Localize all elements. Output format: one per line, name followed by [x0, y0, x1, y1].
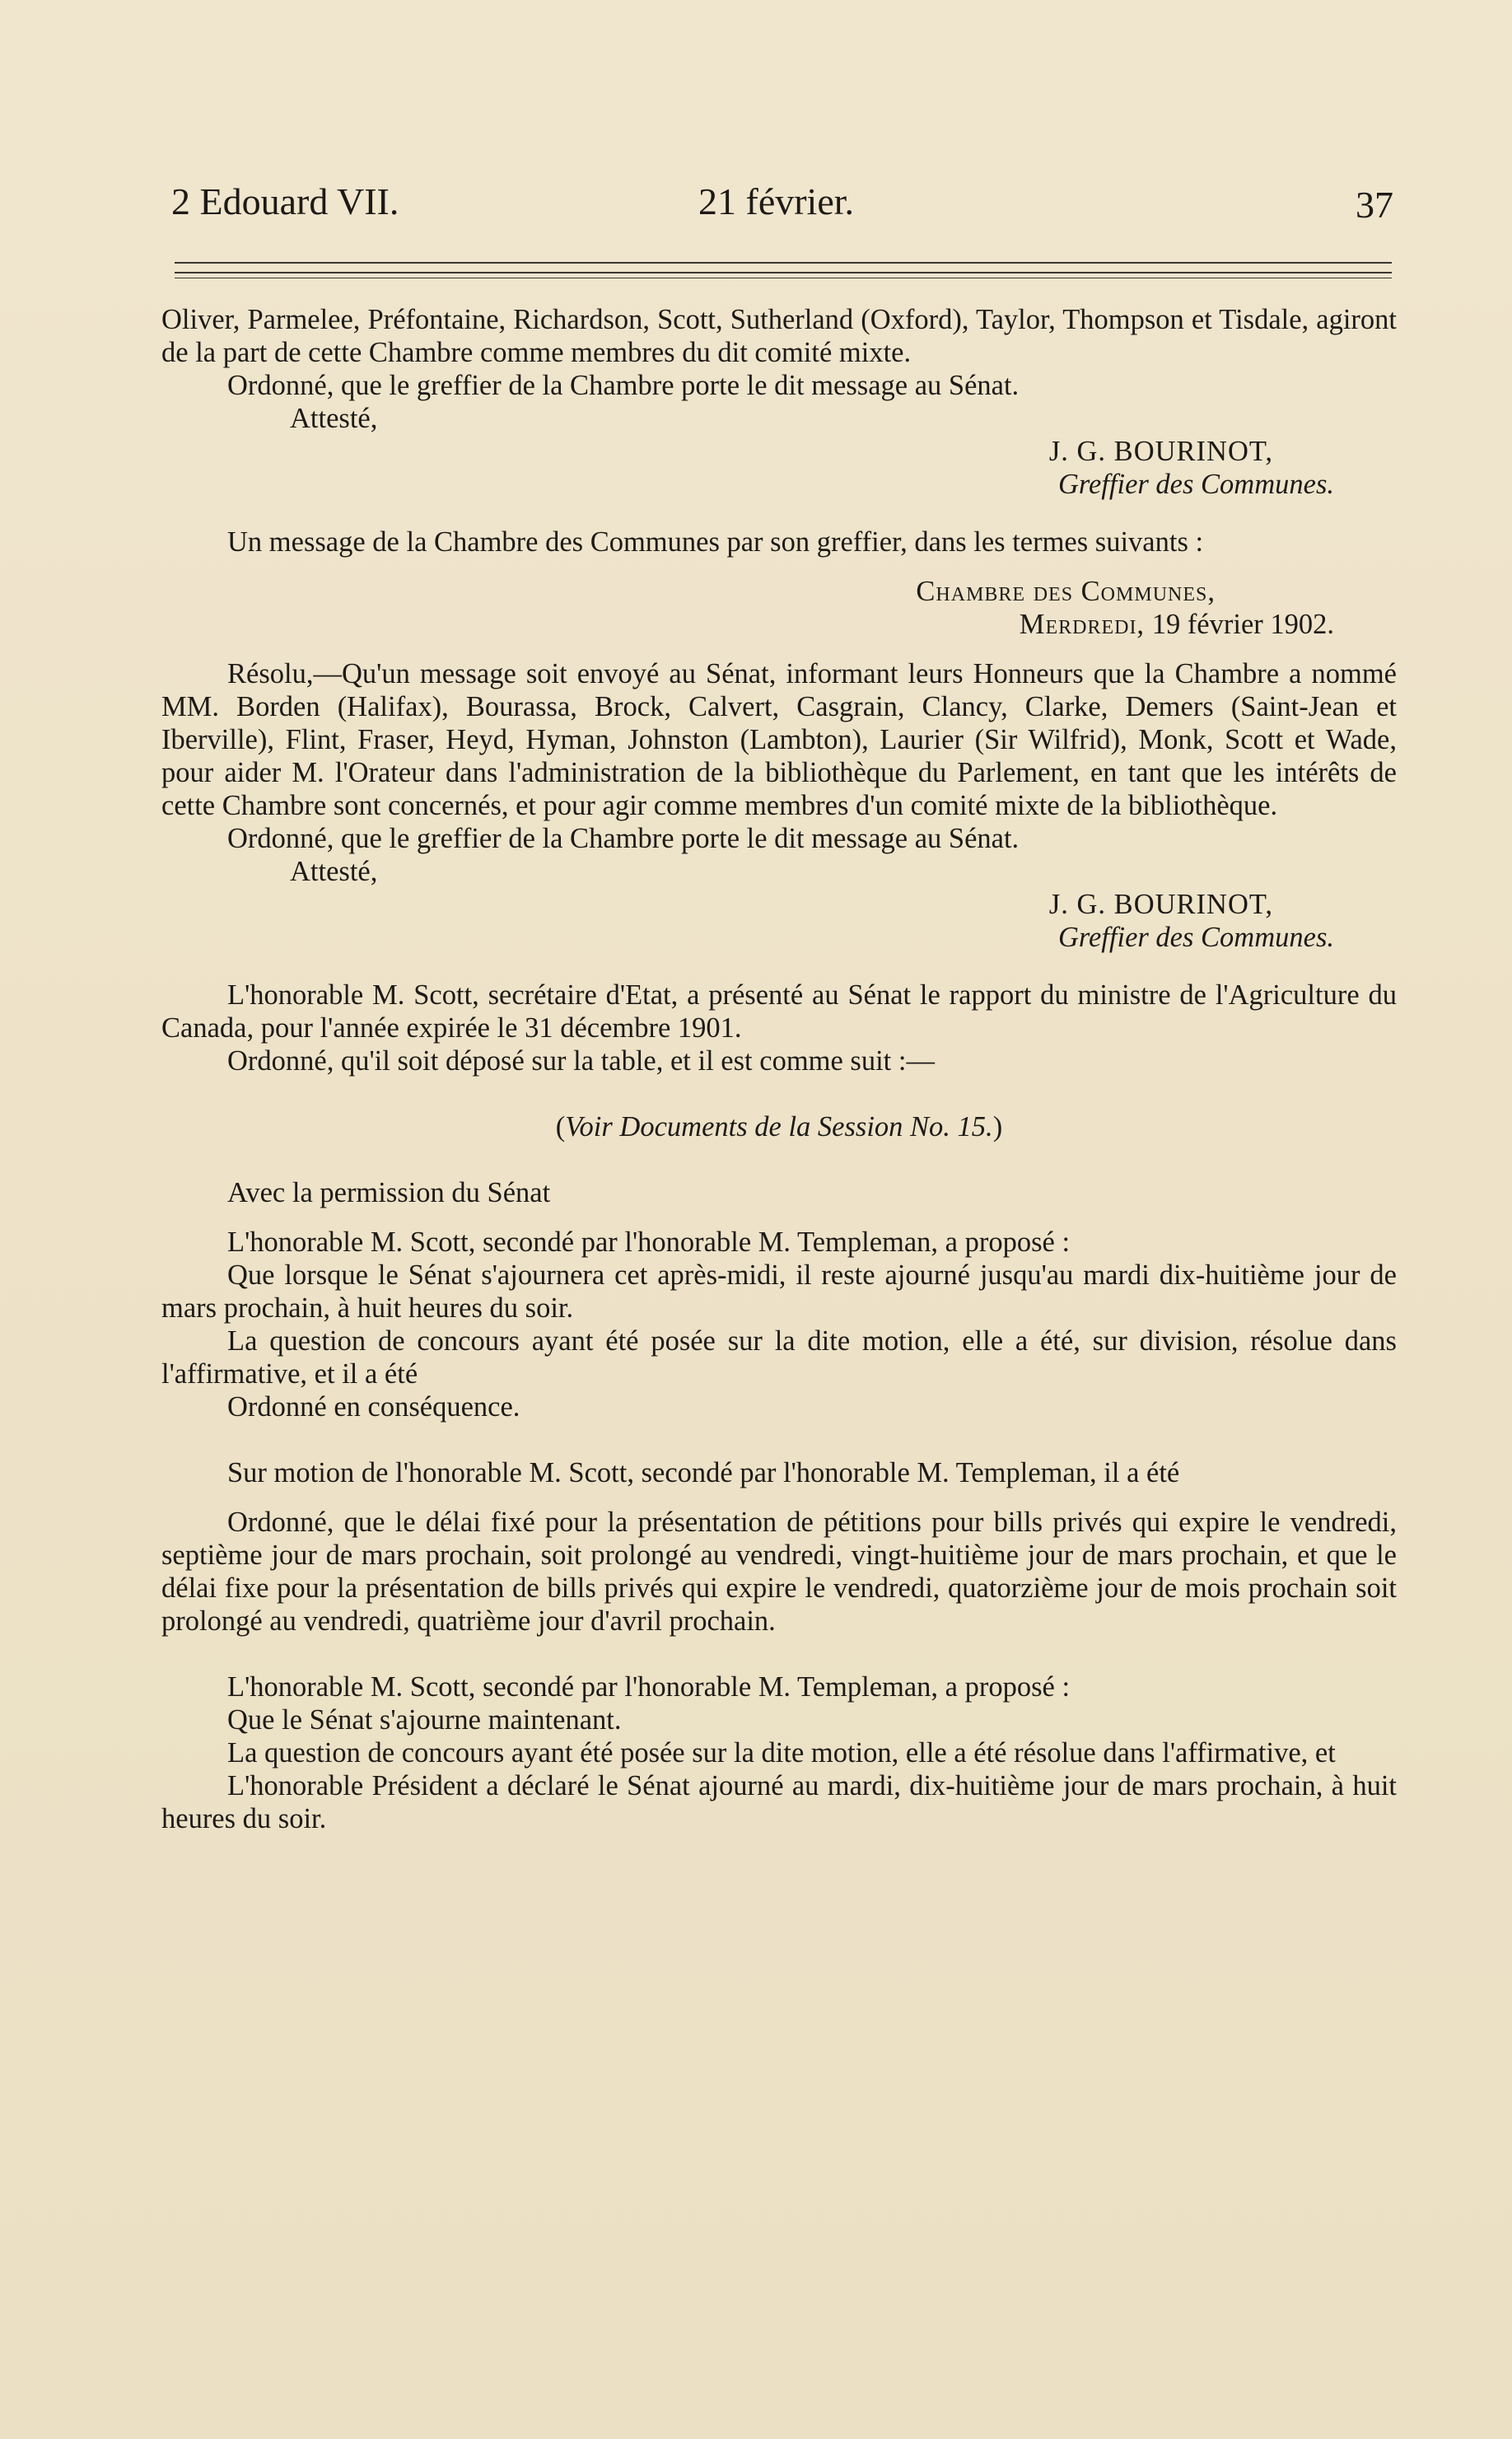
paragraph-adjournment-motion: Que lorsque le Sénat s'ajournera cet après-midi, il reste ajourné jusqu'au mardi dix-huitième jour de mars prochain, à huit heures du soir. [161, 1259, 1397, 1324]
signature-title: Greffier des Communes. [1057, 469, 1334, 500]
paragraph-resolution: Résolu,—Qu'un message soit envoyé au Sénat, informant leurs Honneurs que la Chambre a nommé MM. Borden (Halifax), Bourassa, Brock, Calvert, Casgrain, Clancy, Clarke, Demers (Saint-Jean et Iberville), Flint, Fraser, Heyd, Hyman, Johnston (Lambton), Laurier (Sir Wilfrid), Monk, Scott et Wade, pour aider M. l'Orateur dans l'administration de la bibliothèque du Parlement, en tant que les intérêts de cette Chambre sont concernés, et pour agir comme membres d'un comité mixte de la bibliothèque. [161, 658, 1397, 821]
spacer [161, 558, 1397, 575]
spacer [161, 1077, 1397, 1110]
paragraph-motion: L'honorable M. Scott, secondé par l'honorable M. Templeman, a proposé : [227, 1227, 1071, 1258]
paragraph-committee-members: Oliver, Parmelee, Préfontaine, Richardson, Scott, Sutherland (Oxford), Taylor, Thompson et Tisdale, agiront de la part de cette Chambre comme membres du dit comité mixte. [161, 304, 1397, 368]
spacer [161, 1423, 1397, 1456]
paragraph-adjourn-now: Que le Sénat s'ajourne maintenant. [227, 1704, 622, 1736]
paragraph-ordered-accordingly: Ordonné en conséquence. [227, 1391, 520, 1423]
paragraph-petition-deadline: Ordonné, que le délai fixé pour la présentation de pétitions pour bills privés qui expire le vendredi, septième jour de mars prochain, soit prolongé au vendredi, vingt-huitième jour de mars prochain, et que le délai fixe pour la présentation de bills privés qui expire le vendredi, quatorzième jour de mois prochain soit prolongé au vendredi, quatrième jour d'avril prochain. [161, 1507, 1397, 1637]
paragraph-ordered-table: Ordonné, qu'il soit déposé sur la table, et il est comme suit :— [227, 1045, 935, 1077]
paragraph-speaker-declared: L'honorable Président a déclaré le Sénat ajourné au mardi, dix-huitième jour de mars prochain, à huit heures du soir. [161, 1770, 1397, 1834]
paragraph-on-motion: Sur motion de l'honorable M. Scott, secondé par l'honorable M. Templeman, il a été [227, 1457, 1180, 1488]
running-head-reign: 2 Edouard VII. [171, 180, 399, 222]
paragraph-motion: L'honorable M. Scott, secondé par l'honorable M. Templeman, a proposé : [227, 1671, 1071, 1703]
paragraph-ordered: Ordonné, que le greffier de la Chambre porte le dit message au Sénat. [227, 370, 1020, 401]
spacer [161, 1489, 1397, 1506]
paragraph-report-presented: L'honorable M. Scott, secrétaire d'Etat, a présenté au Sénat le rapport du ministre de l'Agriculture du Canada, pour l'année expirée le 31 décembre 1901. [161, 979, 1397, 1044]
signature-title: Greffier des Communes. [1057, 922, 1334, 953]
header-rule [175, 262, 1392, 264]
message-weekday: Merdredi, [1019, 609, 1146, 640]
signature-name: J. G. BOURINOT, [1048, 889, 1273, 920]
page-number: 37 [1356, 184, 1393, 226]
paragraph-ordered: Ordonné, que le greffier de la Chambre porte le dit message au Sénat. [227, 823, 1020, 854]
sessional-papers-text: Voir Documents de la Session No. 15. [565, 1111, 993, 1142]
spacer [161, 1638, 1397, 1670]
paren-open: ( [555, 1111, 566, 1142]
paragraph-leave: Avec la permission du Sénat [227, 1177, 551, 1208]
header-rule-double [175, 272, 1392, 273]
paren-close: ) [992, 1111, 1003, 1142]
spacer [161, 501, 1397, 526]
page-body [161, 303, 1397, 1835]
spacer [161, 954, 1397, 979]
spacer [161, 1209, 1397, 1226]
page-header [171, 180, 1393, 237]
spacer [161, 1143, 1397, 1176]
attested-label: Attesté, [290, 856, 378, 887]
signature-name: J. G. BOURINOT, [1048, 436, 1273, 467]
running-head-date: 21 février. [698, 180, 855, 222]
paragraph-question-put: La question de concours ayant été posée sur la dite motion, elle a été, sur division, résolue dans l'affirmative, et il a été [161, 1325, 1397, 1390]
attested-label: Attesté, [290, 403, 378, 434]
message-date [161, 608, 1397, 641]
spacer [161, 641, 1397, 657]
paragraph-message-intro: Un message de la Chambre des Communes par son greffier, dans les termes suivants : [227, 526, 1204, 558]
message-place: Chambre des Communes, [916, 576, 1216, 607]
sessional-papers-reference [161, 1110, 1397, 1143]
message-date-value: 19 février 1902. [1151, 609, 1334, 640]
paragraph-question-put: La question de concours ayant été posée sur la dite motion, elle a été résolue dans l'affirmative, et [227, 1737, 1336, 1769]
